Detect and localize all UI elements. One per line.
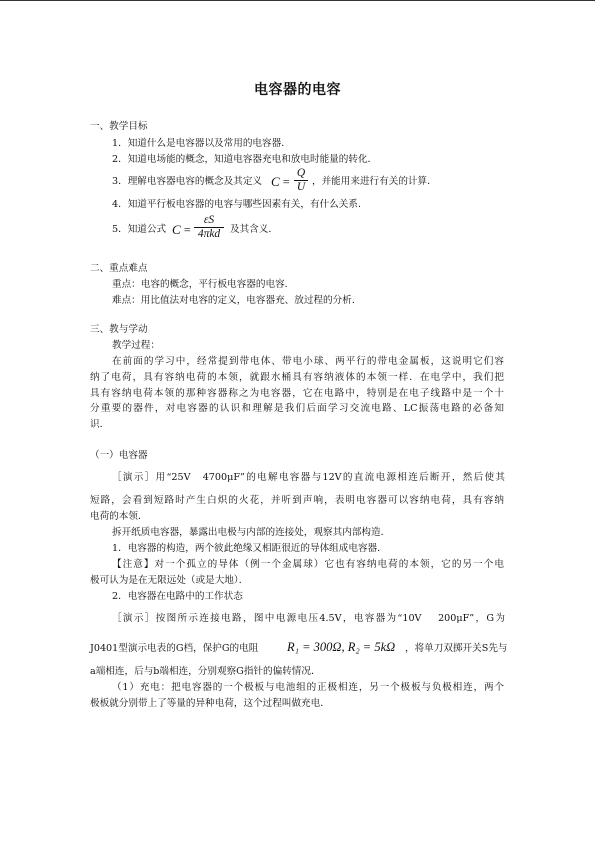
intro-paragraph-line: 分重要的器件，对电容器的认识和理解是我们后面学习交流电路、LC振荡电路的必备知 bbox=[90, 403, 504, 414]
page-title: 电容器的电容 bbox=[254, 82, 341, 98]
intro-paragraph-line: 具有容纳电荷本领的那种容器称之为电容器，它在电路中，特别是在电子线路中是一个十 bbox=[90, 388, 504, 399]
charging-line: 极板就分别带上了等量的异种电荷，这个过程叫做充电． bbox=[90, 698, 330, 709]
disassemble-text: 拆开纸质电容器，暴露出电极与内部的连接处，观察其内部构造． bbox=[112, 527, 391, 538]
intro-paragraph-line: 纳了电荷，具有容纳电荷的本领，就跟水桶具有容纳液体的本领一样．在电学中，我们把 bbox=[90, 372, 504, 383]
demo-1-line: 电荷的本领． bbox=[90, 511, 148, 522]
fraction-denominator: U bbox=[296, 181, 306, 193]
subsection-heading-capacitor: （一）电容器 bbox=[90, 450, 148, 461]
objective-item-1: 1．知道什么是电容器以及常用的电容器． bbox=[112, 138, 291, 149]
objective-item-5-suffix: 及其含义． bbox=[230, 224, 278, 235]
formula-equals: = bbox=[282, 175, 290, 189]
fraction-numerator: Q bbox=[296, 167, 306, 179]
demo-2-line-prefix: J0401型演示电表的G档，保护G的电阻 bbox=[90, 643, 259, 654]
section-heading-objectives: 一、教学目标 bbox=[90, 121, 148, 132]
objective-item-3-prefix: 3．理解电容器电容的概念及其定义 bbox=[112, 176, 263, 187]
intro-paragraph-line: 在前面的学习中，经常提到带电体、带电小球、两平行的带电金属板，这说明它们容 bbox=[112, 356, 504, 367]
objective-item-4: 4．知道平行板电容器的电容与哪些因素有关，有什么关系． bbox=[112, 199, 368, 210]
difficult-point-text: 难点：用比值法对电容的定义，电容器充、放过程的分析． bbox=[112, 295, 362, 306]
intro-paragraph-line: 识． bbox=[90, 419, 110, 430]
objective-item-2: 2．知道电场能的概念，知道电容器充电和放电时能量的转化． bbox=[112, 154, 378, 165]
note-line: 极可认为是在无限远处（或是大地）． bbox=[90, 575, 249, 586]
objective-item-5-prefix: 5．知道公式 bbox=[112, 224, 167, 235]
formula-equals: = bbox=[183, 223, 191, 237]
demo-1-line: 短路，会看到短路时产生白炽的火花，并听到声响，表明电容器可以容纳电荷，具有容纳 bbox=[90, 495, 504, 506]
section-heading-activities: 三、教与学动 bbox=[90, 324, 148, 335]
point-2-working-state: 2．电容器在电路中的工作状态 bbox=[112, 591, 243, 602]
fraction-numerator: εS bbox=[203, 214, 215, 226]
formula-capacitance-definition bbox=[271, 174, 290, 190]
process-label: 教学过程： bbox=[112, 340, 160, 351]
key-point-text: 重点：电容的概念，平行板电容器的电容． bbox=[112, 279, 295, 290]
formula-parallel-plate bbox=[172, 222, 191, 238]
fraction-q-over-u bbox=[294, 167, 308, 194]
charging-line: （1）充电：把电容器的一个极板与电池组的正极相连，另一个极板与负极相连，两个 bbox=[112, 682, 504, 693]
demo-2-line-suffix: ，将单刀双掷开关S先与 bbox=[405, 643, 508, 654]
resistor-values-formula: R₁ = 300Ω, R₂ = 5kΩ bbox=[287, 640, 396, 654]
demo-2-line: ［演示］按图所示连接电路，图中电源电压4.5V，电容器为“10V 200μF”，G为 bbox=[112, 613, 505, 624]
demo-2-line: a端相连，后与b端相连，分别观察G指针的偏转情况． bbox=[90, 666, 321, 677]
point-1-structure: 1．电容器的构造，两个彼此绝缘又相距很近的导体组成电容器． bbox=[112, 543, 387, 554]
formula-lhs-c: C bbox=[271, 174, 280, 189]
formula-lhs-c: C bbox=[172, 222, 181, 237]
objective-item-3-suffix: ，并能用来进行有关的计算． bbox=[312, 176, 437, 187]
fraction-es-over-4pikd bbox=[194, 214, 224, 241]
fraction-denominator: 4πkd bbox=[197, 228, 221, 240]
note-line: 【注意】对一个孤立的导体（例一个金属球）它也有容纳电荷的本领，它的另一个电 bbox=[112, 559, 504, 570]
demo-1-line: ［演示］用“25V 4700μF”的电解电容器与12V的直流电源相连后断开，然后使其 bbox=[112, 472, 505, 483]
section-heading-key-points: 二、重点难点 bbox=[90, 263, 148, 274]
